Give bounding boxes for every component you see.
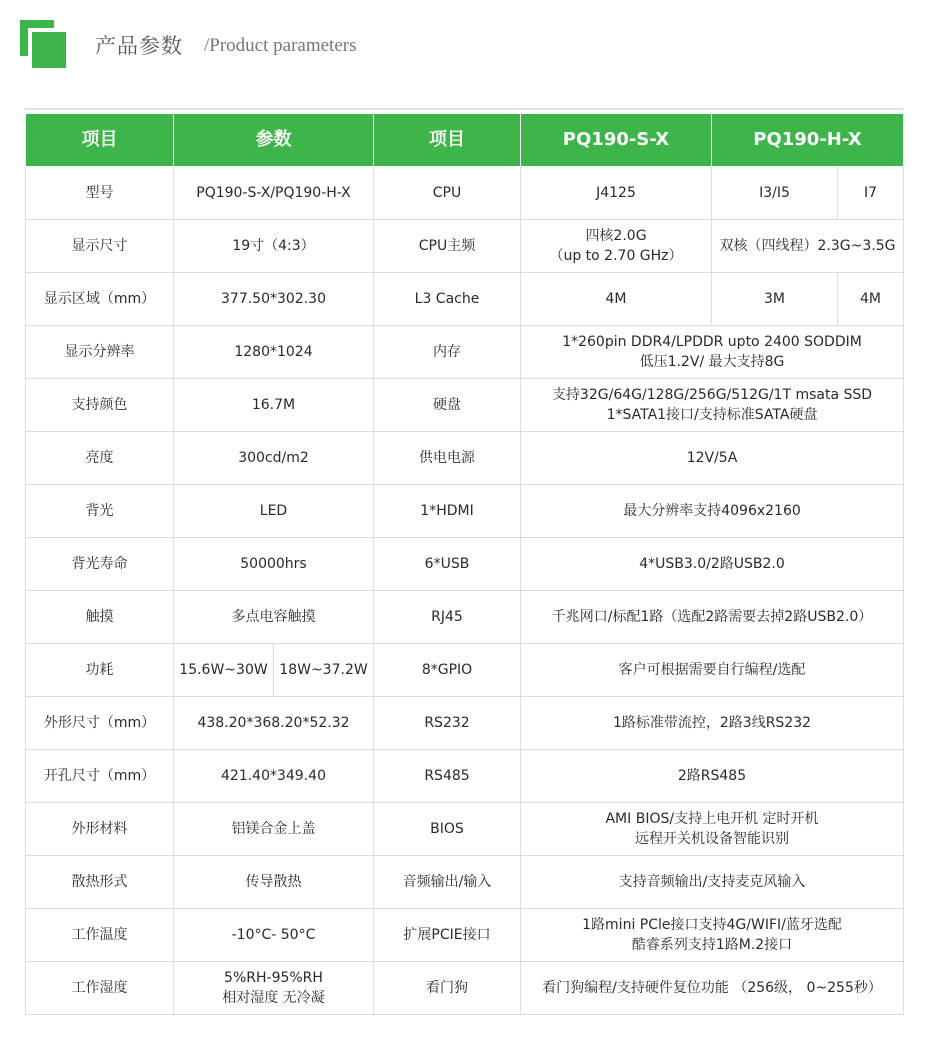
row-value: -10°C- 50°C <box>174 909 374 962</box>
table-row <box>26 326 904 379</box>
spec-value-line2: 远程开关机设备智能识别 <box>635 831 789 847</box>
spec-value <box>521 909 904 962</box>
row-value: 421.40*349.40 <box>174 750 374 803</box>
row-label: 显示区域（mm） <box>26 273 174 326</box>
row-label: 背光寿命 <box>26 538 174 591</box>
table-row <box>26 803 904 856</box>
h-value-alt: 4M <box>838 273 904 326</box>
row-value: PQ190-S-X/PQ190-H-X <box>174 167 374 220</box>
header-params: 参数 <box>174 114 374 167</box>
row-item: 8*GPIO <box>374 644 521 697</box>
spec-value: 千兆网口/标配1路（选配2路需要去掉2路USB2.0） <box>521 591 904 644</box>
row-item: L3 Cache <box>374 273 521 326</box>
row-value-alt: 18W~37.2W <box>274 644 374 697</box>
spec-value: 最大分辨率支持4096x2160 <box>521 485 904 538</box>
h-value: 双核（四线程）2.3G~3.5G <box>712 220 904 273</box>
table-row <box>26 750 904 803</box>
table-row <box>26 697 904 750</box>
row-label: 亮度 <box>26 432 174 485</box>
spec-value-line1: AMI BIOS/支持上电开机 定时开机 <box>605 811 819 827</box>
h-value: 3M <box>712 273 838 326</box>
spec-value-line2: 酷睿系列支持1路M.2接口 <box>631 937 793 953</box>
row-label: 支持颜色 <box>26 379 174 432</box>
table-row <box>26 432 904 485</box>
row-item: 硬盘 <box>374 379 521 432</box>
row-label: 开孔尺寸（mm） <box>26 750 174 803</box>
row-item: RS485 <box>374 750 521 803</box>
row-label: 触摸 <box>26 591 174 644</box>
row-value: 377.50*302.30 <box>174 273 374 326</box>
spec-value <box>521 379 904 432</box>
section-subtitle: /Product parameters <box>204 35 357 56</box>
spec-value-line2: 低压1.2V/ 最大支持8G <box>639 354 785 370</box>
row-item: 供电电源 <box>374 432 521 485</box>
row-value-line1: 5%RH-95%RH <box>224 970 323 986</box>
table-row <box>26 273 904 326</box>
row-value: 300cd/m2 <box>174 432 374 485</box>
s-value-line1: 四核2.0G <box>585 228 647 244</box>
row-item: 1*HDMI <box>374 485 521 538</box>
spec-value-line2: 1*SATA1接口/支持标准SATA硬盘 <box>606 407 818 423</box>
spec-value: 2路RS485 <box>521 750 904 803</box>
h-value-alt: I7 <box>838 167 904 220</box>
row-label: 背光 <box>26 485 174 538</box>
brand-logo-icon <box>20 20 66 68</box>
row-item: 音频输出/输入 <box>374 856 521 909</box>
spec-value: 4*USB3.0/2路USB2.0 <box>521 538 904 591</box>
row-value: 19寸（4:3） <box>174 220 374 273</box>
spec-value <box>521 803 904 856</box>
row-item: RS232 <box>374 697 521 750</box>
row-value: 1280*1024 <box>174 326 374 379</box>
table-header-row <box>26 114 904 167</box>
table-row <box>26 167 904 220</box>
divider <box>25 108 903 110</box>
table-row <box>26 591 904 644</box>
row-label: 外形尺寸（mm） <box>26 697 174 750</box>
row-item: BIOS <box>374 803 521 856</box>
header-pq190-s-x: PQ190-S-X <box>521 114 712 167</box>
row-label: 外形材料 <box>26 803 174 856</box>
row-label: 工作湿度 <box>26 962 174 1015</box>
row-label: 显示尺寸 <box>26 220 174 273</box>
row-value <box>174 962 374 1015</box>
row-label: 散热形式 <box>26 856 174 909</box>
s-value-line2: （up to 2.70 GHz） <box>549 248 683 264</box>
row-value: 16.7M <box>174 379 374 432</box>
spec-value: 客户可根据需要自行编程/选配 <box>521 644 904 697</box>
row-value: 438.20*368.20*52.32 <box>174 697 374 750</box>
row-label: 显示分辨率 <box>26 326 174 379</box>
row-label: 工作温度 <box>26 909 174 962</box>
table-row <box>26 485 904 538</box>
spec-table <box>25 113 904 1015</box>
s-value <box>521 220 712 273</box>
section-title: 产品参数 <box>95 34 183 58</box>
spec-value: 支持音频输出/支持麦克风输入 <box>521 856 904 909</box>
h-value: I3/I5 <box>712 167 838 220</box>
row-value: LED <box>174 485 374 538</box>
table-row <box>26 220 904 273</box>
spec-value: 12V/5A <box>521 432 904 485</box>
row-value: 传导散热 <box>174 856 374 909</box>
row-label: 型号 <box>26 167 174 220</box>
row-item: 6*USB <box>374 538 521 591</box>
row-value: 15.6W~30W <box>174 644 274 697</box>
row-item: CPU主频 <box>374 220 521 273</box>
row-item: 内存 <box>374 326 521 379</box>
row-value: 50000hrs <box>174 538 374 591</box>
spec-value <box>521 326 904 379</box>
table-row <box>26 644 904 697</box>
header-item-2: 项目 <box>374 114 521 167</box>
s-value: 4M <box>521 273 712 326</box>
table-row <box>26 379 904 432</box>
spec-value: 1路标准带流控，2路3线RS232 <box>521 697 904 750</box>
spec-value: 看门狗编程/支持硬件复位功能 （256级， 0~255秒） <box>521 962 904 1015</box>
table-row <box>26 962 904 1015</box>
spec-value-line1: 支持32G/64G/128G/256G/512G/1T msata SSD <box>551 387 873 403</box>
spec-value-line1: 1路mini PCle接口支持4G/WIFI/蓝牙选配 <box>582 917 842 933</box>
table-row <box>26 909 904 962</box>
table-row <box>26 538 904 591</box>
row-label: 功耗 <box>26 644 174 697</box>
header-item: 项目 <box>26 114 174 167</box>
row-value: 多点电容触摸 <box>174 591 374 644</box>
row-value: 铝镁合金上盖 <box>174 803 374 856</box>
spec-value-line1: 1*260pin DDR4/LPDDR upto 2400 SODDIM <box>562 334 862 350</box>
row-item: RJ45 <box>374 591 521 644</box>
row-item: CPU <box>374 167 521 220</box>
row-value-line2: 相对湿度 无冷凝 <box>222 990 325 1006</box>
row-item: 看门狗 <box>374 962 521 1015</box>
s-value: J4125 <box>521 167 712 220</box>
table-row <box>26 856 904 909</box>
row-item: 扩展PCIE接口 <box>374 909 521 962</box>
header-pq190-h-x: PQ190-H-X <box>712 114 904 167</box>
